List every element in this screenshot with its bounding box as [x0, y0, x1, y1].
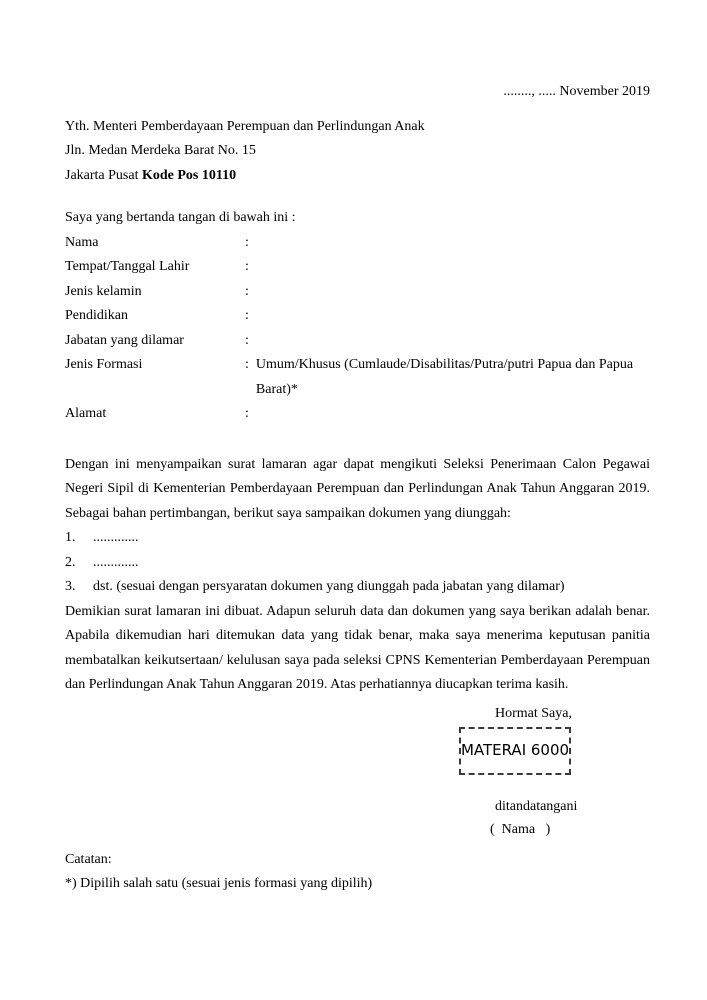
document-list-item-3: [65, 575, 650, 600]
field-label: Jenis Formasi: [65, 357, 143, 372]
field-value: Umum/Khusus (Cumlaude/Disabilitas/Putra/putri Papua dan Papua Barat)*: [255, 357, 634, 397]
document-list-item-1: [65, 526, 650, 551]
notes-section: [65, 848, 650, 897]
field-label: Jabatan yang dilamar: [65, 332, 184, 348]
opening-line: Saya yang bertanda tangan di bawah ini :: [65, 210, 296, 225]
materai-stamp-box: [459, 727, 571, 775]
materai-stamp-label: MATERAI 6000: [460, 741, 570, 759]
field-separator: :: [245, 332, 249, 348]
list-number: 2.: [65, 554, 76, 570]
salutation: Hormat Saya,: [495, 705, 572, 721]
form-row-jenis-kelamin: [65, 280, 650, 305]
list-number: 1.: [65, 530, 76, 545]
signed-text: ditandatangani: [495, 798, 578, 814]
date-line: ........, ..... November 2019: [503, 84, 650, 99]
form-row-pendidikan: [65, 304, 650, 329]
recipient-line-3: [65, 164, 650, 189]
field-separator: :: [245, 234, 249, 250]
form-fields: [65, 231, 650, 427]
note-item: *) Dipilih salah satu (sesuai jenis formasi yang dipilih): [65, 876, 373, 891]
notes-title: Catatan:: [65, 851, 112, 867]
field-label: Pendidikan: [65, 308, 128, 323]
field-separator: :: [245, 283, 249, 299]
signature-block: [65, 702, 650, 848]
field-separator: :: [245, 259, 249, 274]
list-text: dst. (sesuai dengan persyaratan dokumen yang diunggah pada jabatan yang dilamar): [93, 579, 565, 594]
field-label: Alamat: [65, 406, 107, 421]
recipient-line-2: Jln. Medan Merdeka Barat No. 15: [65, 143, 256, 158]
list-text: .............: [93, 554, 139, 570]
recipient-line-1: Yth. Menteri Pemberdayaan Perempuan dan Perlindungan Anak: [65, 118, 425, 134]
list-text: .............: [93, 530, 139, 545]
recipient-address: [65, 115, 650, 189]
form-row-jabatan: [65, 329, 650, 354]
form-row-nama: [65, 231, 650, 256]
field-separator: :: [245, 406, 249, 421]
field-label: Tempat/Tanggal Lahir: [65, 259, 190, 274]
document-list-item-2: [65, 551, 650, 576]
form-row-alamat: [65, 402, 650, 427]
field-separator: :: [245, 357, 249, 372]
form-row-tempat-tanggal-lahir: [65, 255, 650, 280]
body-paragraph-2: Demikian surat lamaran ini dibuat. Adapun seluruh data dan dokumen yang saya berikan adalah benar. Apabila dikemudian hari ditemukan data yang tidak benar, maka saya menerima keputusan panitia membatalkan keikutsertaan/ kelulusan saya pada seleksi CPNS Kementerian Pemberdayaan Perempuan dan Perlindungan Anak Tahun Anggaran 2019. Atas perhatiannya diucapkan terima kasih.: [65, 603, 650, 692]
field-label: Nama: [65, 234, 99, 250]
recipient-city: Jakarta Pusat: [65, 167, 142, 183]
field-separator: :: [245, 308, 249, 323]
field-label: Jenis kelamin: [65, 283, 142, 299]
list-number: 3.: [65, 579, 76, 594]
form-row-jenis-formasi: [65, 353, 650, 402]
body-paragraph-1: Dengan ini menyampaikan surat lamaran agar dapat mengikuti Seleksi Penerimaan Calon Pegawai Negeri Sipil di Kementerian Pemberdayaan Perempuan dan Perlindungan Anak Tahun Anggaran 2019. Sebagai bahan pertimbangan, berikut saya sampaikan dokumen yang diunggah:: [65, 456, 650, 521]
postal-code: Kode Pos 10110: [141, 167, 237, 183]
document-list: [65, 526, 650, 600]
name-placeholder: ( Nama ): [490, 821, 551, 837]
